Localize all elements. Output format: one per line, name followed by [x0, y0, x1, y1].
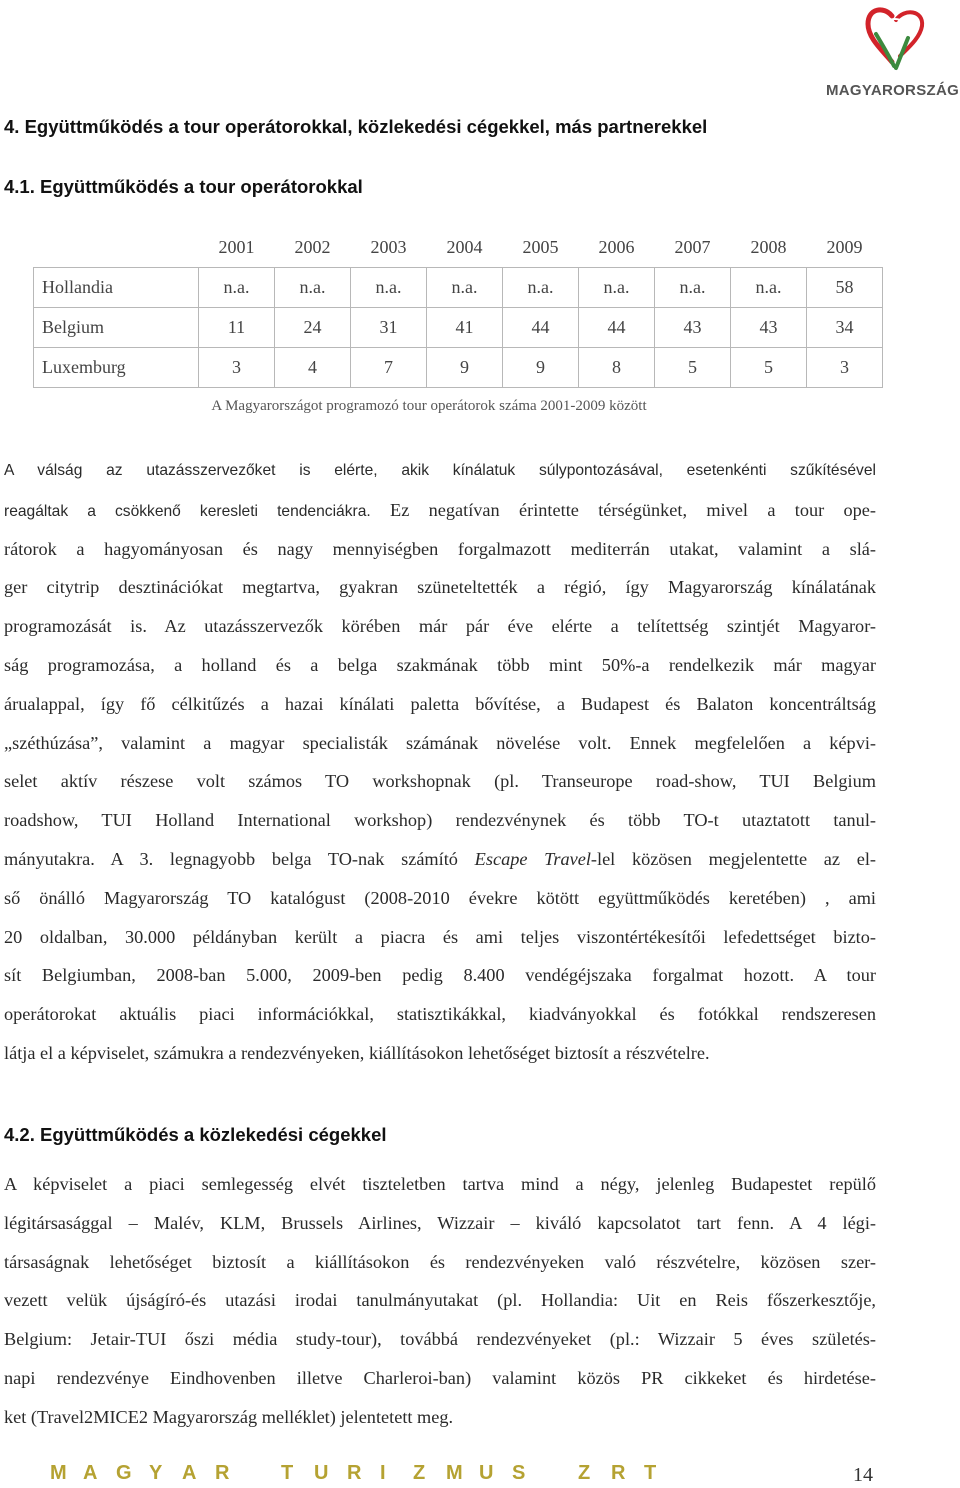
tour-operator-table — [33, 228, 883, 388]
text-line: rátorok a hagyományosan és nagy mennyiségben forgalmazott mediterrán utakat, valamint a slá- — [4, 538, 876, 559]
text-line: programozását is. Az utazásszervezők körében már pár éve elérte a telítettség szintjét Magyaror- — [4, 616, 876, 637]
text-line: ket (Travel2MICE2 Magyarország melléklet) jelentetett meg. — [4, 1406, 454, 1427]
table-cell: 8 — [579, 348, 655, 388]
text-line: A válság az utazásszervezőket is elérte, akik kínálatuk súlypontozásával, esetenkénti szűkítésével — [4, 462, 876, 479]
paragraph-transport-companies — [4, 1165, 876, 1437]
text-line: „széthúzása”, valamint a magyar specialisták számának növelése volt. Ennek megfelelően a képvi- — [4, 732, 876, 753]
table-row — [34, 268, 883, 308]
table-row — [34, 308, 883, 348]
table-cell: 34 — [807, 308, 883, 348]
page-number: 14 — [853, 1464, 873, 1486]
year-header: 2009 — [807, 228, 883, 268]
table-cell: n.a. — [579, 268, 655, 308]
text-line: ger citytrip desztinációkat megtartva, gyakran szüneteltették a régió, így Magyarország kínálatának — [4, 577, 876, 598]
table-cell: 44 — [579, 308, 655, 348]
table-cell: 43 — [731, 308, 807, 348]
heart-logo-icon — [862, 4, 932, 78]
magyarorszag-logo — [826, 4, 960, 104]
table-cell: 3 — [199, 348, 275, 388]
year-header: 2008 — [731, 228, 807, 268]
table-caption: A Magyarországot programozó tour operátorok száma 2001-2009 között — [211, 398, 647, 414]
table-cell: n.a. — [199, 268, 275, 308]
table-cell: n.a. — [351, 268, 427, 308]
text-line: reagáltak a csökkenő keresleti tendenciákra. Ez negatívan érintette térségünket, mivel a tour ope- — [4, 499, 876, 520]
section-heading-4-1: 4.1. Együttműködés a tour operátorokkal — [4, 176, 363, 197]
year-header: 2006 — [579, 228, 655, 268]
table-corner-cell — [34, 228, 199, 268]
table-cell: n.a. — [503, 268, 579, 308]
text-line: mányutakra. A 3. legnagyobb belga TO-nak számító Escape Travel-lel közösen megjelentette az el- — [4, 848, 876, 869]
table-cell: 9 — [503, 348, 579, 388]
table-cell: 41 — [427, 308, 503, 348]
section-heading-4-2: 4.2. Együttműködés a közlekedési cégekkel — [4, 1124, 387, 1145]
text-line: A képviselet a piaci semlegesség elvét tiszteletben tartva mind a négy, jelenleg Budapestet repülő — [4, 1174, 876, 1194]
text-line: selet aktív részese volt számos TO workshopnak (pl. Transeurope road-show, TUI Belgium — [4, 771, 876, 792]
text-line: napi rendezvénye Eindhovenben illetve Charleroi-ban) valamint közös PR cikkeket és hirdetése- — [4, 1367, 876, 1388]
table-cell: n.a. — [655, 268, 731, 308]
text-line: roadshow, TUI Holland International workshop) rendezvénynek és több TO-t utaztatott tanul- — [4, 810, 876, 831]
year-header: 2001 — [199, 228, 275, 268]
table-cell: n.a. — [731, 268, 807, 308]
country-label: Hollandia — [34, 268, 199, 308]
text-line: vezett velük újságíró-és utazási irodai tanulmányutakat (pl. Hollandia: Uit en Reis főszerkesztője, — [4, 1290, 876, 1311]
year-header: 2005 — [503, 228, 579, 268]
year-header: 2003 — [351, 228, 427, 268]
footer-brand: M A G Y A R T U R I Z M U S Z R T — [50, 1462, 657, 1484]
year-header: 2007 — [655, 228, 731, 268]
paragraph-tour-operators — [4, 452, 876, 1073]
table-cell: 7 — [351, 348, 427, 388]
country-label: Belgium — [34, 308, 199, 348]
table-cell: 44 — [503, 308, 579, 348]
year-header: 2004 — [427, 228, 503, 268]
table-cell: 3 — [807, 348, 883, 388]
text-line: árualappal, így fő célkitűzés a hazai kínálati paletta bővítése, a Budapest és Balaton koncentráltság — [4, 693, 876, 714]
text-line: ső önálló Magyarország TO katalógust (2008-2010 évekre kötött együttműködés keretében) , ami — [4, 887, 876, 908]
text-line: sít Belgiumban, 2008-ban 5.000, 2009-ben pedig 8.400 vendégéjszaka forgalmat hozott. A tour — [4, 965, 876, 986]
section-heading-4: 4. Együttműködés a tour operátorokkal, közlekedési cégekkel, más partnerekkel — [4, 116, 708, 137]
table-cell: 58 — [807, 268, 883, 308]
table-cell: 4 — [275, 348, 351, 388]
text-line: látja el a képviselet, számukra a rendezvényeken, kiállításokon lehetőséget biztosít a részvételre. — [4, 1042, 710, 1063]
table-cell: 9 — [427, 348, 503, 388]
text-line: 20 oldalban, 30.000 példányban került a piacra és ami teljes viszontértékesítői lefedettséget bizto- — [4, 926, 876, 947]
table-header-row — [34, 228, 883, 268]
table-cell: 5 — [655, 348, 731, 388]
table-cell: 43 — [655, 308, 731, 348]
text-line: Belgium: Jetair-TUI őszi média study-tour), továbbá rendezvényeket (pl.: Wizzair 5 éves születés- — [4, 1329, 876, 1350]
country-label: Luxemburg — [34, 348, 199, 388]
text-line: légitársasággal – Malév, KLM, Brussels Airlines, Wizzair – kiváló kapcsolatot tart fenn. A 4 légi- — [4, 1212, 876, 1233]
table-row — [34, 348, 883, 388]
text-line: ság programozása, a holland és a belga szakmának több mint 50%-a rendelkezik már magyar — [4, 654, 876, 675]
logo-wordmark: MAGYARORSZÁG — [826, 82, 960, 99]
table-cell: 11 — [199, 308, 275, 348]
table-cell: 5 — [731, 348, 807, 388]
table-cell: n.a. — [427, 268, 503, 308]
text-line: operátorokat aktuális piaci információkkal, statisztikákkal, kiadványokkal és fotókkal rendszeresen — [4, 1004, 876, 1025]
text-line: társaságnak lehetőséget biztosít a kiállításokon és rendezvényeken való részvételre, közösen szer- — [4, 1251, 876, 1272]
year-header: 2002 — [275, 228, 351, 268]
table-cell: 24 — [275, 308, 351, 348]
table-cell: n.a. — [275, 268, 351, 308]
table-cell: 31 — [351, 308, 427, 348]
